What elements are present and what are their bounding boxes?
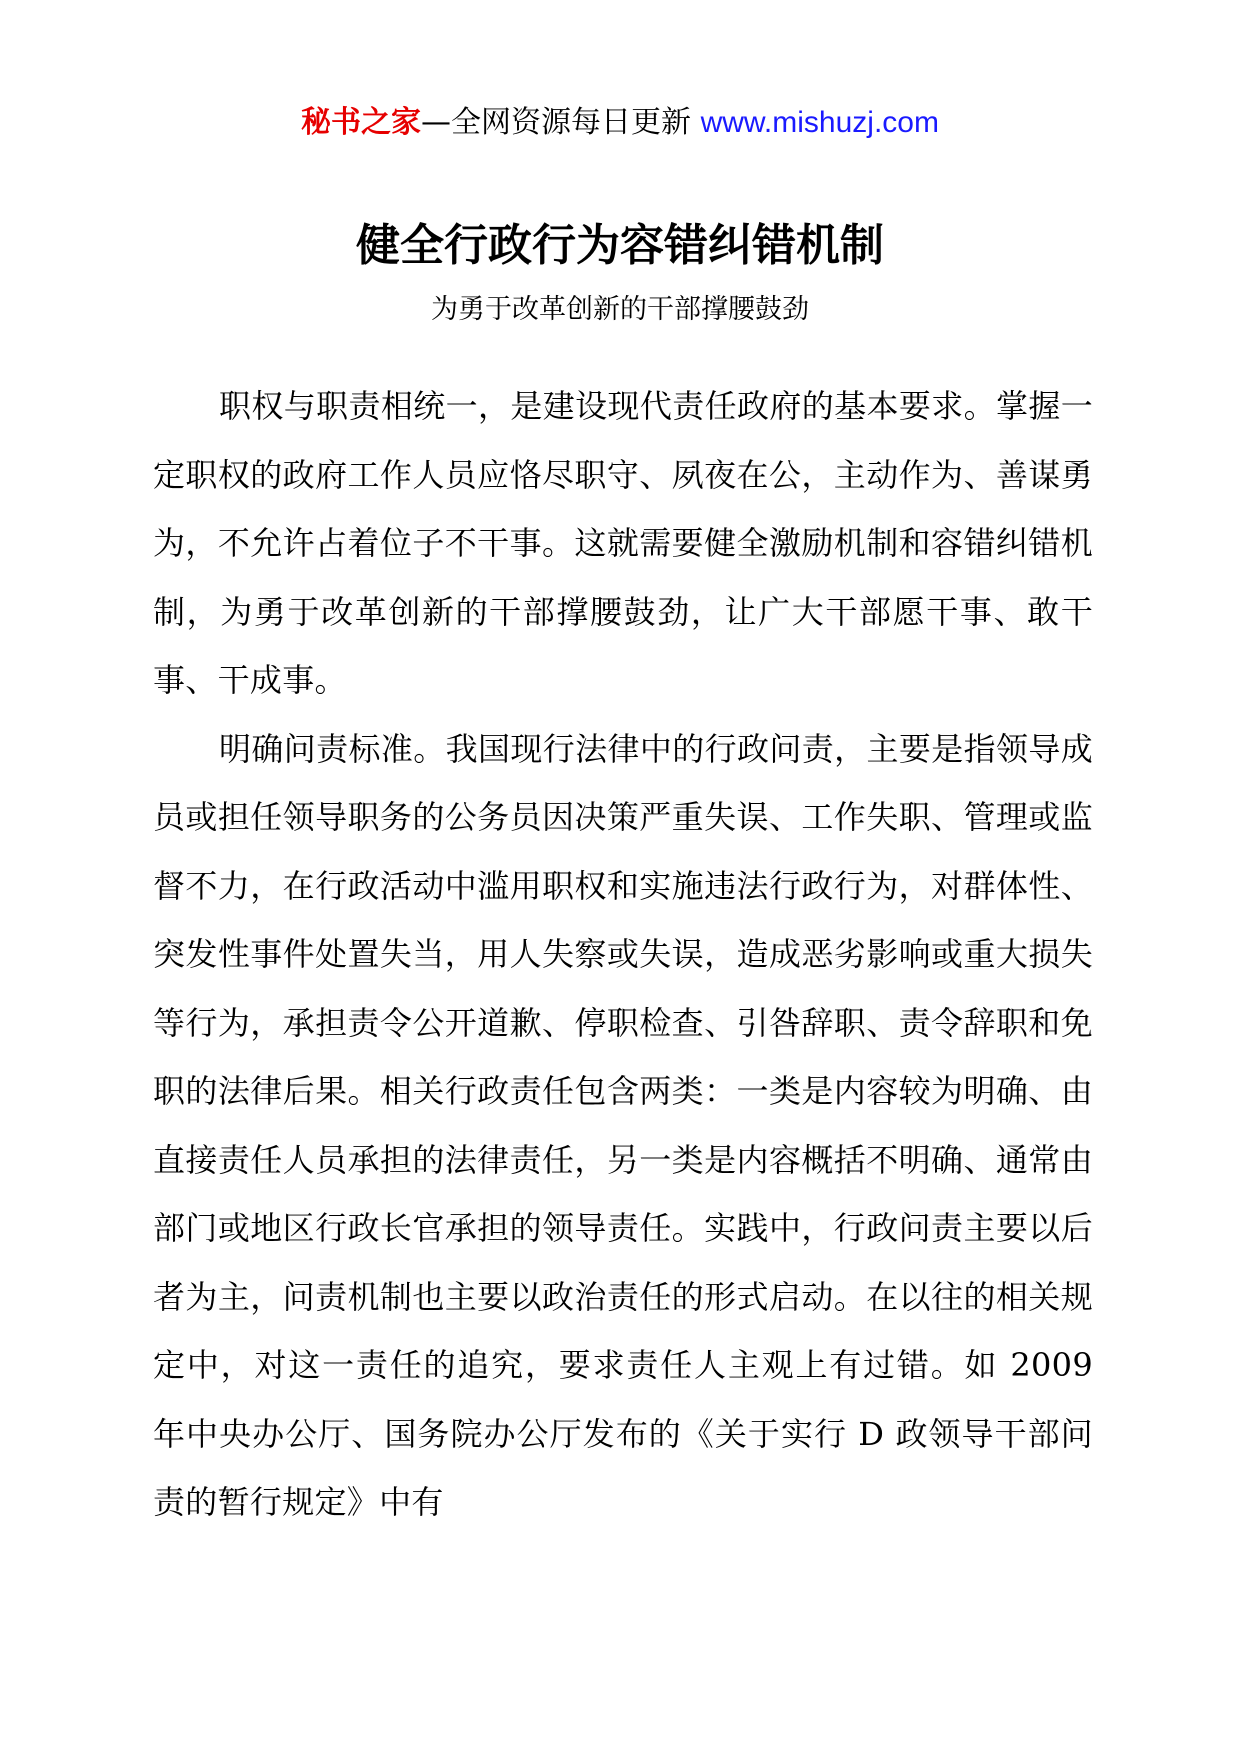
site-header [0, 100, 1240, 146]
site-url-link[interactable]: www.mishuzj.com [700, 106, 939, 139]
article-subtitle: 为勇于改革创新的干部撑腰鼓劲 [431, 294, 809, 325]
header-tagline: —全网资源每日更新 [421, 105, 701, 140]
brand-name: 秘书之家 [301, 105, 422, 140]
body-paragraph: 明确问责标准。我国现行法律中的行政问责，主要是指领导成员或担任领导职务的公务员因决策严重失误、工作失职、管理或监督不力，在行政活动中滥用职权和实施违法行政行为，对群体性、突发性事件处置失当，用人失察或失误，造成恶劣影响或重大损失等行为，承担责令公开道歉、停职检查、引咎辞职、责令辞职和免职的法律后果。相关行政责任包含两类：一类是内容较为明确、由直接责任人员承担的法律责任，另一类是内容概括不明确、通常由部门或地区行政长官承担的领导责任。实践中，行政问责主要以后者为主，问责机制也主要以政治责任的形式启动。在以往的相关规定中，对这一责任的追究，要求责任人主观上有过错。如 2009 年中央办公厅、国务院办公厅发布的《关于实行 D 政领导干部问责的暂行规定》中有 [153, 729, 1093, 1521]
article-title: 健全行政行为容错纠错机制 [356, 220, 884, 271]
body-paragraph: 职权与职责相统一，是建设现代责任政府的基本要求。掌握一定职权的政府工作人员应恪尽职守、夙夜在公，主动作为、善谋勇为，不允许占着位子不干事。这就需要健全激励机制和容错纠错机制，为勇于改革创新的干部撑腰鼓劲，让广大干部愿干事、敢干事、干成事。 [153, 387, 1093, 699]
article-body [153, 372, 1093, 1537]
